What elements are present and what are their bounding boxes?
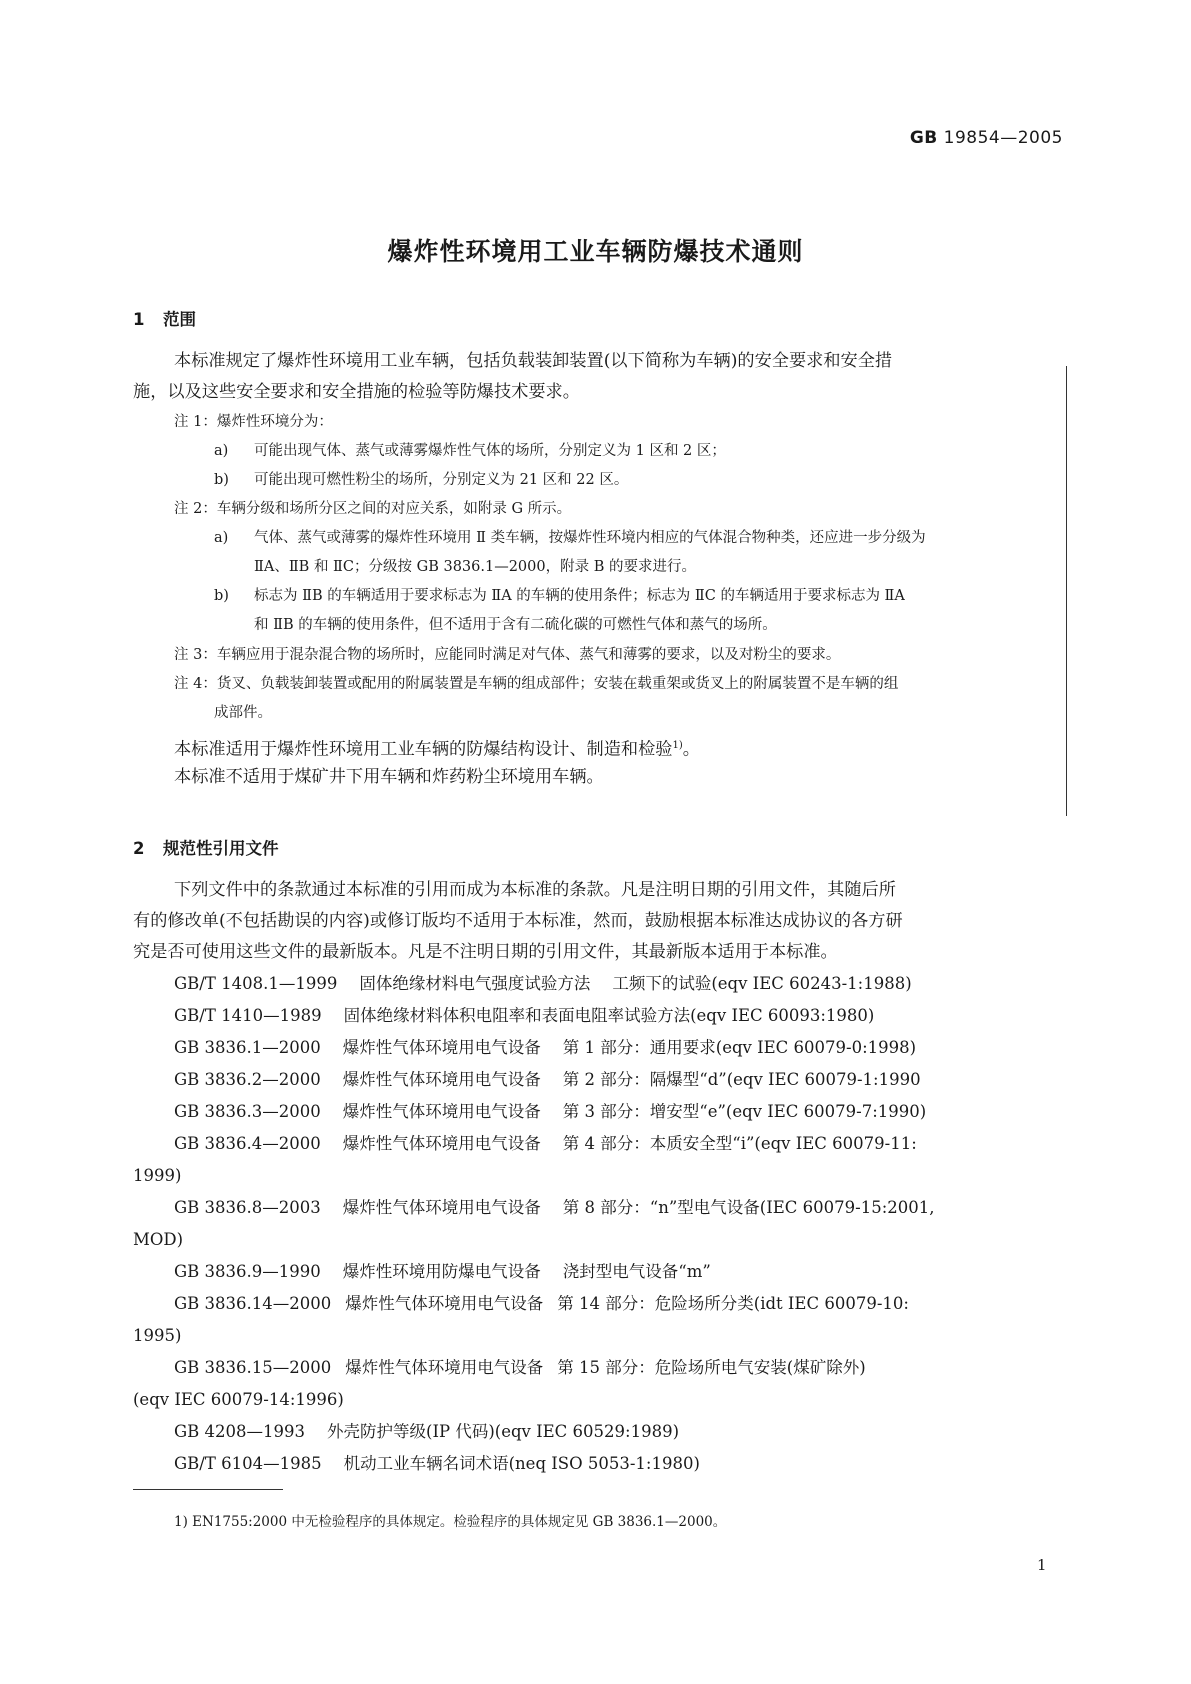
reference-item [174, 1352, 866, 1383]
reference-part: 浇封型电气设备“m” [562, 1262, 711, 1281]
reference-title: 外壳防护等级(IP 代码)(eqv IEC 60529:1989) [327, 1422, 680, 1441]
refs-intro-line-1: 下列文件中的条款通过本标准的引用而成为本标准的条款。凡是注明日期的引用文件，其随后所 [174, 880, 896, 900]
reference-part: 工频下的试验(eqv IEC 60243-1:1988) [612, 974, 912, 993]
reference-title: 爆炸性环境用防爆电气设备 [342, 1262, 541, 1281]
reference-item [174, 1064, 921, 1095]
note-1-b-mark: b) [214, 472, 229, 488]
section-1-heading [133, 306, 196, 330]
reference-item [174, 1288, 909, 1319]
reference-title: 爆炸性气体环境用电气设备 [342, 1038, 541, 1057]
reference-code: GB 3836.1—2000 [174, 1038, 321, 1057]
note-2-a-line-2: ⅡA、ⅡB 和 ⅡC；分级按 GB 3836.1—2000，附录 B 的要求进行。 [254, 559, 696, 575]
reference-item [174, 968, 912, 999]
reference-code: GB 4208—1993 [174, 1422, 306, 1441]
reference-item [174, 1032, 916, 1063]
reference-code: GB/T 6104—1985 [174, 1454, 322, 1473]
reference-item [174, 1000, 874, 1031]
note-4-line-2: 成部件。 [214, 705, 272, 721]
reference-code: GB 3836.3—2000 [174, 1102, 321, 1121]
reference-code: GB 3836.2—2000 [174, 1070, 321, 1089]
refs-intro-line-2: 有的修改单(不包括勘误的内容)或修订版均不适用于本标准，然而，鼓励根据本标准达成协议的各方研 [133, 911, 903, 931]
reference-part: 第 2 部分：隔爆型“d”(eqv IEC 60079-1:1990 [562, 1070, 921, 1089]
scope-line-2: 施，以及这些安全要求和安全措施的检验等防爆技术要求。 [133, 382, 580, 402]
reference-title: 爆炸性气体环境用电气设备 [345, 1294, 544, 1313]
section-1-title: 范围 [163, 310, 196, 329]
standard-number [910, 128, 1063, 148]
reference-item [174, 1192, 935, 1223]
note-2-item-a [214, 524, 926, 553]
reference-item [174, 1416, 679, 1447]
refs-intro-line-3: 究是否可使用这些文件的最新版本。凡是不注明日期的引用文件，其最新版本适用于本标准。 [133, 942, 838, 962]
note-2-a-mark: a) [214, 530, 229, 546]
footnote-divider [133, 1489, 283, 1490]
reference-continuation: 1999) [133, 1166, 182, 1185]
standard-prefix: GB [909, 128, 938, 148]
reference-code: GB/T 1410—1989 [174, 1006, 322, 1025]
reference-item [174, 1096, 926, 1127]
note-1-label: 注 1：爆炸性环境分为： [174, 414, 333, 430]
note-2-label: 注 2：车辆分级和场所分区之间的对应关系，如附录 G 所示。 [174, 501, 572, 517]
note-2-a-line-1: 气体、蒸气或薄雾的爆炸性环境用 Ⅱ 类车辆，按爆炸性环境内相应的气体混合物种类，还应进一步分级为 [254, 530, 926, 546]
note-1-a-mark: a) [214, 443, 229, 459]
reference-code: GB 3836.9—1990 [174, 1262, 321, 1281]
reference-part: 第 14 部分：危险场所分类(idt IEC 60079-10: [557, 1294, 909, 1313]
reference-code: GB 3836.8—2003 [174, 1198, 321, 1217]
note-1-item-a [214, 437, 726, 466]
reference-title: 固体绝缘材料体积电阻率和表面电阻率试验方法(eqv IEC 60093:1980) [343, 1006, 875, 1025]
reference-title: 固体绝缘材料电气强度试验方法 [359, 974, 591, 993]
scope-not-applies: 本标准不适用于煤矿井下用车辆和炸药粉尘环境用车辆。 [174, 767, 604, 787]
footnote-ref[interactable]: 1) [672, 740, 683, 751]
section-2-title: 规范性引用文件 [163, 839, 279, 858]
change-bar [1066, 366, 1067, 816]
reference-title: 机动工业车辆名词术语(neq ISO 5053-1:1980) [343, 1454, 700, 1473]
reference-code: GB 3836.4—2000 [174, 1134, 321, 1153]
reference-title: 爆炸性气体环境用电气设备 [342, 1070, 541, 1089]
note-2-b-mark: b) [214, 588, 229, 604]
reference-code: GB 3836.14—2000 [174, 1294, 332, 1313]
note-3: 注 3：车辆应用于混杂混合物的场所时，应能同时满足对气体、蒸气和薄雾的要求，以及对粉尘的要求。 [174, 647, 841, 663]
scope-applies-end: 。 [682, 739, 700, 760]
note-2-item-b [214, 582, 905, 611]
standard-code: 19854—2005 [943, 128, 1063, 148]
reference-item [174, 1128, 917, 1159]
reference-part: 第 3 部分：增安型“e”(eqv IEC 60079-7:1990) [562, 1102, 927, 1121]
reference-code: GB/T 1408.1—1999 [174, 974, 338, 993]
reference-item [174, 1448, 700, 1479]
reference-title: 爆炸性气体环境用电气设备 [342, 1198, 541, 1217]
reference-continuation: 1995) [133, 1326, 182, 1345]
reference-item [174, 1256, 711, 1287]
footnote: 1) EN1755:2000 中无检验程序的具体规定。检验程序的具体规定见 GB 3836.1—2000。 [174, 1514, 727, 1530]
note-4-line-1: 注 4：货叉、负载装卸装置或配用的附属装置是车辆的组成部件；安装在载重架或货叉上的附属装置不是车辆的组 [174, 676, 899, 692]
reference-title: 爆炸性气体环境用电气设备 [342, 1134, 541, 1153]
document-title: 爆炸性环境用工业车辆防爆技术通则 [387, 237, 804, 266]
section-1-number: 1 [133, 310, 145, 329]
scope-line-1: 本标准规定了爆炸性环境用工业车辆，包括负载装卸装置(以下简称为车辆)的安全要求和安全措 [174, 351, 893, 371]
reference-part: 第 1 部分：通用要求(eqv IEC 60079-0:1998) [562, 1038, 917, 1057]
page-number: 1 [1037, 1556, 1047, 1574]
reference-part: 第 15 部分：危险场所电气安装(煤矿除外) [557, 1358, 866, 1377]
scope-applies-text: 本标准适用于爆炸性环境用工业车辆的防爆结构设计、制造和检验 [174, 739, 673, 760]
reference-continuation: MOD) [133, 1230, 184, 1249]
reference-continuation: (eqv IEC 60079-14:1996) [133, 1390, 344, 1409]
section-2-heading [133, 835, 279, 859]
reference-title: 爆炸性气体环境用电气设备 [342, 1102, 541, 1121]
note-1-a-text: 可能出现气体、蒸气或薄雾爆炸性气体的场所，分别定义为 1 区和 2 区； [254, 443, 726, 459]
reference-part: 第 8 部分：“n”型电气设备(IEC 60079-15:2001, [562, 1198, 935, 1217]
reference-part: 第 4 部分：本质安全型“i”(eqv IEC 60079-11: [562, 1134, 917, 1153]
note-1-b-text: 可能出现可燃性粉尘的场所，分别定义为 21 区和 22 区。 [254, 472, 629, 488]
scope-applies [174, 730, 700, 766]
reference-code: GB 3836.15—2000 [174, 1358, 332, 1377]
section-2-number: 2 [133, 839, 145, 858]
note-2-b-line-1: 标志为 ⅡB 的车辆适用于要求标志为 ⅡA 的车辆的使用条件；标志为 ⅡC 的车辆适用于要求标志为 ⅡA [254, 588, 905, 604]
note-2-b-line-2: 和 ⅡB 的车辆的使用条件，但不适用于含有二硫化碳的可燃性气体和蒸气的场所。 [254, 617, 777, 633]
reference-title: 爆炸性气体环境用电气设备 [345, 1358, 544, 1377]
note-1-item-b [214, 466, 628, 495]
